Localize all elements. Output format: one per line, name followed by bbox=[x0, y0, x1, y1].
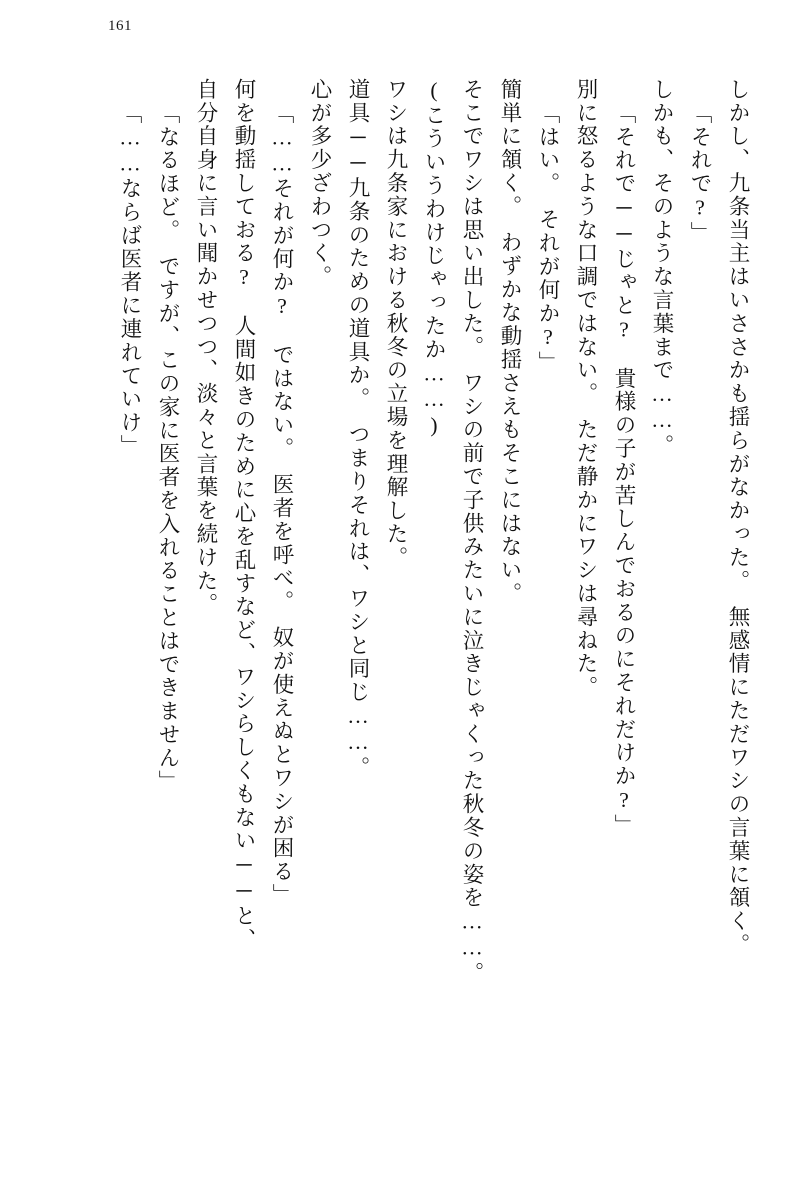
text-line: しかし、九条当主はいささかも揺らがなかった。 無感情にただワシの言葉に頷く。 bbox=[726, 78, 750, 957]
text-line: 何を動揺しておる? 人間如きのために心を乱すなど、ワシらしくもない──と、 bbox=[232, 78, 256, 952]
vertical-text-body bbox=[58, 78, 748, 1138]
text-line: 「それで──じゃと? 貴様の子が苦しんでおるのにそれだけか?」 bbox=[612, 102, 636, 838]
text-line: 心が多少ざわつく。 bbox=[308, 78, 332, 289]
text-line: 別に怒るような口調ではない。 ただ静かにワシは尋ねた。 bbox=[574, 78, 598, 700]
text-line: そこでワシは思い出した。 ワシの前で子供みたいに泣きじゃくった秋冬の姿を……。 bbox=[460, 78, 484, 985]
text-line: 「なるほど。 ですが、この家に医者を入れることはできません」 bbox=[156, 102, 180, 794]
text-line: しかも、そのような言葉まで……。 bbox=[650, 78, 674, 458]
text-line: 簡単に頷く。 わずかな動揺さえもそこにはない。 bbox=[498, 78, 522, 606]
text-line: 自分自身に言い聞かせつつ、淡々と言葉を続けた。 bbox=[194, 78, 218, 617]
text-line: (こういうわけじゃったか……) bbox=[422, 78, 446, 439]
page-number: 161 bbox=[108, 18, 132, 34]
text-line: 「……それが何か? ではない。 医者を呼べ。 奴が使えぬとワシが困る」 bbox=[270, 102, 294, 907]
text-line: ワシは九条家における秋冬の立場を理解した。 bbox=[384, 78, 408, 570]
text-line: 「……ならば医者に連れていけ」 bbox=[118, 102, 142, 458]
text-line: 「それで?」 bbox=[688, 102, 712, 245]
text-line: 「はい。 それが何か?」 bbox=[536, 102, 560, 375]
text-line: 道具──九条のための道具か。 つまりそれは、ワシと同じ……。 bbox=[346, 78, 370, 780]
